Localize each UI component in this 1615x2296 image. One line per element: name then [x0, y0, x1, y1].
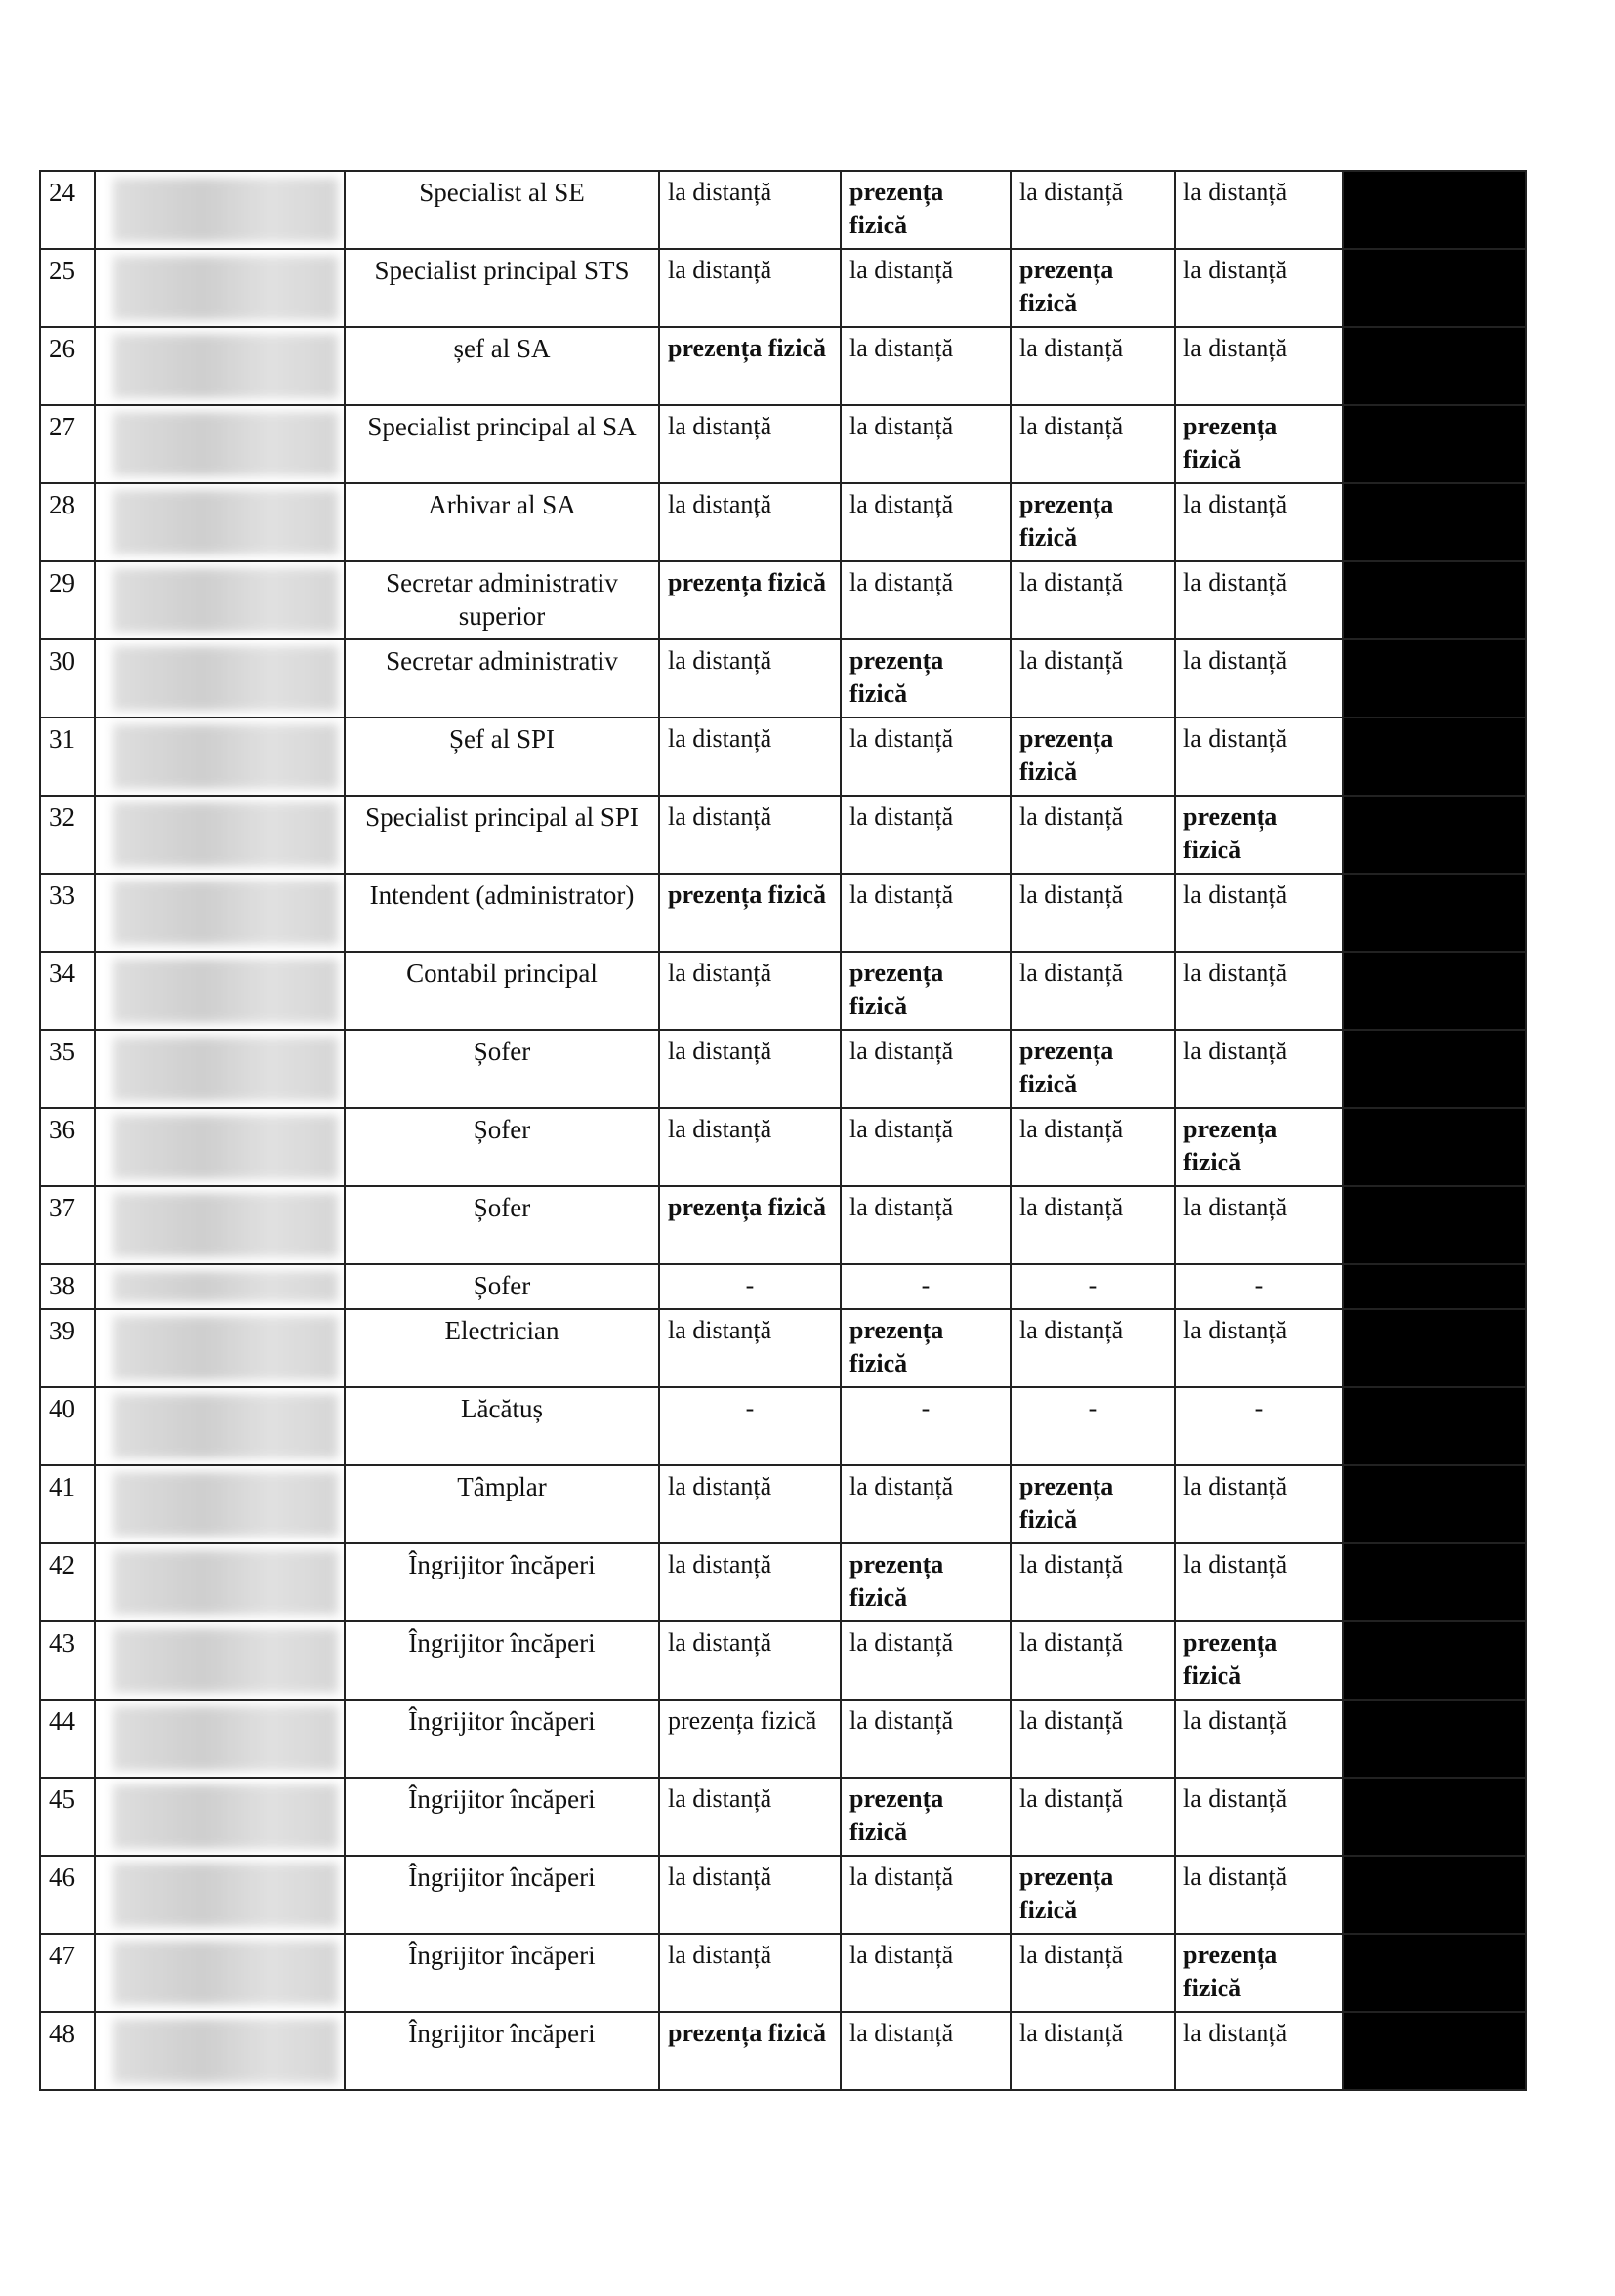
- day4-status: la distanță: [1175, 171, 1343, 249]
- row-number: 35: [40, 1030, 95, 1108]
- redacted-column: [1343, 1621, 1526, 1700]
- redacted-column: [1343, 1778, 1526, 1856]
- day3-status: prezența fizică: [1011, 483, 1175, 561]
- employee-name-blurred: [95, 405, 345, 483]
- day4-status: la distanță: [1175, 952, 1343, 1030]
- table-row: [40, 1309, 1526, 1387]
- row-number: 43: [40, 1621, 95, 1700]
- employee-name-blurred: [95, 1778, 345, 1856]
- function-title: Secretar administrativ superior: [345, 561, 659, 639]
- table-row: [40, 718, 1526, 796]
- day3-status: la distanță: [1011, 327, 1175, 405]
- day1-status: la distanță: [659, 1778, 841, 1856]
- row-number: 41: [40, 1465, 95, 1543]
- table-row: [40, 1186, 1526, 1264]
- day4-status: prezența fizică: [1175, 405, 1343, 483]
- day2-status: la distanță: [841, 561, 1011, 639]
- day3-status: la distanță: [1011, 1186, 1175, 1264]
- function-title: Intendent (administrator): [345, 874, 659, 952]
- day2-status: la distanță: [841, 2012, 1011, 2090]
- row-number: 39: [40, 1309, 95, 1387]
- day1-status: la distanță: [659, 1030, 841, 1108]
- redacted-column: [1343, 1465, 1526, 1543]
- function-title: Șofer: [345, 1108, 659, 1186]
- schedule-table: [39, 170, 1527, 2091]
- day3-status: -: [1011, 1264, 1175, 1309]
- function-title: Îngrijitor încăperi: [345, 1934, 659, 2012]
- day2-status: la distanță: [841, 1030, 1011, 1108]
- day3-status: la distanță: [1011, 639, 1175, 718]
- redacted-column: [1343, 1186, 1526, 1264]
- day2-status: prezența fizică: [841, 1778, 1011, 1856]
- day2-status: la distanță: [841, 874, 1011, 952]
- function-title: Specialist al SE: [345, 171, 659, 249]
- day1-status: la distanță: [659, 1934, 841, 2012]
- table-row: [40, 1387, 1526, 1465]
- redacted-column: [1343, 561, 1526, 639]
- row-number: 32: [40, 796, 95, 874]
- day1-status: prezența fizică: [659, 561, 841, 639]
- day1-status: -: [659, 1264, 841, 1309]
- day2-status: -: [841, 1387, 1011, 1465]
- row-number: 36: [40, 1108, 95, 1186]
- employee-name-blurred: [95, 796, 345, 874]
- table-row: [40, 561, 1526, 639]
- day3-status: la distanță: [1011, 874, 1175, 952]
- employee-name-blurred: [95, 1856, 345, 1934]
- row-number: 46: [40, 1856, 95, 1934]
- table-row: [40, 1778, 1526, 1856]
- day4-status: la distanță: [1175, 327, 1343, 405]
- redacted-column: [1343, 1856, 1526, 1934]
- day3-status: prezența fizică: [1011, 1856, 1175, 1934]
- day4-status: prezența fizică: [1175, 1934, 1343, 2012]
- row-number: 42: [40, 1543, 95, 1621]
- day4-status: la distanță: [1175, 1543, 1343, 1621]
- employee-name-blurred: [95, 171, 345, 249]
- function-title: Șofer: [345, 1030, 659, 1108]
- day4-status: prezența fizică: [1175, 1621, 1343, 1700]
- day3-status: la distanță: [1011, 1543, 1175, 1621]
- day1-status: la distanță: [659, 1621, 841, 1700]
- day3-status: prezența fizică: [1011, 1030, 1175, 1108]
- day2-status: la distanță: [841, 796, 1011, 874]
- day2-status: la distanță: [841, 1465, 1011, 1543]
- row-number: 38: [40, 1264, 95, 1309]
- function-title: Șofer: [345, 1264, 659, 1309]
- function-title: Specialist principal al SA: [345, 405, 659, 483]
- day4-status: prezența fizică: [1175, 796, 1343, 874]
- day2-status: la distanță: [841, 718, 1011, 796]
- table-row: [40, 639, 1526, 718]
- day3-status: prezența fizică: [1011, 1465, 1175, 1543]
- function-title: Secretar administrativ: [345, 639, 659, 718]
- day4-status: la distanță: [1175, 1465, 1343, 1543]
- employee-name-blurred: [95, 1030, 345, 1108]
- row-number: 27: [40, 405, 95, 483]
- day3-status: la distanță: [1011, 952, 1175, 1030]
- day4-status: la distanță: [1175, 1186, 1343, 1264]
- table-row: [40, 2012, 1526, 2090]
- employee-name-blurred: [95, 2012, 345, 2090]
- table-body: [40, 171, 1526, 2090]
- table-row: [40, 171, 1526, 249]
- row-number: 30: [40, 639, 95, 718]
- redacted-column: [1343, 483, 1526, 561]
- day1-status: prezența fizică: [659, 1700, 841, 1778]
- day1-status: la distanță: [659, 1856, 841, 1934]
- day3-status: la distanță: [1011, 1700, 1175, 1778]
- table-row: [40, 1543, 1526, 1621]
- row-number: 45: [40, 1778, 95, 1856]
- function-title: Șofer: [345, 1186, 659, 1264]
- table-row: [40, 952, 1526, 1030]
- day1-status: la distanță: [659, 1309, 841, 1387]
- employee-name-blurred: [95, 1387, 345, 1465]
- day2-status: la distanță: [841, 1700, 1011, 1778]
- day4-status: la distanță: [1175, 718, 1343, 796]
- day4-status: la distanță: [1175, 249, 1343, 327]
- function-title: Îngrijitor încăperi: [345, 1856, 659, 1934]
- day4-status: -: [1175, 1264, 1343, 1309]
- redacted-column: [1343, 1934, 1526, 2012]
- employee-name-blurred: [95, 1465, 345, 1543]
- function-title: Îngrijitor încăperi: [345, 1778, 659, 1856]
- employee-name-blurred: [95, 718, 345, 796]
- table-row: [40, 796, 1526, 874]
- employee-name-blurred: [95, 483, 345, 561]
- day2-status: prezența fizică: [841, 1543, 1011, 1621]
- table-row: [40, 1465, 1526, 1543]
- day1-status: la distanță: [659, 405, 841, 483]
- function-title: Arhivar al SA: [345, 483, 659, 561]
- redacted-column: [1343, 718, 1526, 796]
- day1-status: la distanță: [659, 1543, 841, 1621]
- day2-status: la distanță: [841, 1186, 1011, 1264]
- employee-name-blurred: [95, 1186, 345, 1264]
- redacted-column: [1343, 874, 1526, 952]
- function-title: Lăcătuș: [345, 1387, 659, 1465]
- row-number: 28: [40, 483, 95, 561]
- table-row: [40, 327, 1526, 405]
- day3-status: la distanță: [1011, 405, 1175, 483]
- day3-status: la distanță: [1011, 561, 1175, 639]
- function-title: Îngrijitor încăperi: [345, 1700, 659, 1778]
- employee-name-blurred: [95, 1264, 345, 1309]
- employee-name-blurred: [95, 1543, 345, 1621]
- table-row: [40, 874, 1526, 952]
- row-number: 40: [40, 1387, 95, 1465]
- day3-status: la distanță: [1011, 171, 1175, 249]
- redacted-column: [1343, 952, 1526, 1030]
- day4-status: la distanță: [1175, 483, 1343, 561]
- day4-status: la distanță: [1175, 639, 1343, 718]
- day2-status: prezența fizică: [841, 952, 1011, 1030]
- day2-status: prezența fizică: [841, 171, 1011, 249]
- day3-status: la distanță: [1011, 1108, 1175, 1186]
- row-number: 29: [40, 561, 95, 639]
- row-number: 44: [40, 1700, 95, 1778]
- day1-status: la distanță: [659, 718, 841, 796]
- row-number: 25: [40, 249, 95, 327]
- day1-status: la distanță: [659, 639, 841, 718]
- redacted-column: [1343, 249, 1526, 327]
- row-number: 31: [40, 718, 95, 796]
- day2-status: la distanță: [841, 249, 1011, 327]
- redacted-column: [1343, 2012, 1526, 2090]
- day2-status: la distanță: [841, 1621, 1011, 1700]
- row-number: 47: [40, 1934, 95, 2012]
- day4-status: prezența fizică: [1175, 1108, 1343, 1186]
- function-title: Specialist principal STS: [345, 249, 659, 327]
- table-row: [40, 1108, 1526, 1186]
- day3-status: la distanță: [1011, 1621, 1175, 1700]
- table-row: [40, 1621, 1526, 1700]
- day2-status: la distanță: [841, 405, 1011, 483]
- day2-status: la distanță: [841, 1934, 1011, 2012]
- day3-status: -: [1011, 1387, 1175, 1465]
- function-title: șef al SA: [345, 327, 659, 405]
- table-row: [40, 1856, 1526, 1934]
- employee-name-blurred: [95, 561, 345, 639]
- redacted-column: [1343, 1309, 1526, 1387]
- function-title: Îngrijitor încăperi: [345, 1621, 659, 1700]
- day2-status: la distanță: [841, 327, 1011, 405]
- day4-status: la distanță: [1175, 1700, 1343, 1778]
- employee-name-blurred: [95, 1108, 345, 1186]
- redacted-column: [1343, 1030, 1526, 1108]
- day1-status: prezența fizică: [659, 874, 841, 952]
- table-row: [40, 1700, 1526, 1778]
- table-row: [40, 1030, 1526, 1108]
- redacted-column: [1343, 171, 1526, 249]
- day3-status: la distanță: [1011, 796, 1175, 874]
- day1-status: la distanță: [659, 171, 841, 249]
- redacted-column: [1343, 1387, 1526, 1465]
- day3-status: la distanță: [1011, 2012, 1175, 2090]
- employee-name-blurred: [95, 327, 345, 405]
- day1-status: la distanță: [659, 952, 841, 1030]
- function-title: Îngrijitor încăperi: [345, 1543, 659, 1621]
- row-number: 24: [40, 171, 95, 249]
- day4-status: la distanță: [1175, 561, 1343, 639]
- day1-status: prezența fizică: [659, 2012, 841, 2090]
- employee-name-blurred: [95, 874, 345, 952]
- function-title: Contabil principal: [345, 952, 659, 1030]
- employee-name-blurred: [95, 1934, 345, 2012]
- employee-name-blurred: [95, 639, 345, 718]
- redacted-column: [1343, 1543, 1526, 1621]
- row-number: 26: [40, 327, 95, 405]
- day4-status: la distanță: [1175, 1778, 1343, 1856]
- day2-status: la distanță: [841, 483, 1011, 561]
- function-title: Electrician: [345, 1309, 659, 1387]
- function-title: Îngrijitor încăperi: [345, 2012, 659, 2090]
- row-number: 33: [40, 874, 95, 952]
- employee-name-blurred: [95, 249, 345, 327]
- day4-status: la distanță: [1175, 1856, 1343, 1934]
- row-number: 48: [40, 2012, 95, 2090]
- day3-status: prezența fizică: [1011, 249, 1175, 327]
- day1-status: la distanță: [659, 1108, 841, 1186]
- redacted-column: [1343, 405, 1526, 483]
- function-title: Șef al SPI: [345, 718, 659, 796]
- day2-status: la distanță: [841, 1108, 1011, 1186]
- function-title: Tâmplar: [345, 1465, 659, 1543]
- table-row: [40, 249, 1526, 327]
- day2-status: -: [841, 1264, 1011, 1309]
- day3-status: la distanță: [1011, 1934, 1175, 2012]
- day4-status: -: [1175, 1387, 1343, 1465]
- day4-status: la distanță: [1175, 1309, 1343, 1387]
- day1-status: la distanță: [659, 249, 841, 327]
- employee-name-blurred: [95, 1700, 345, 1778]
- day4-status: la distanță: [1175, 874, 1343, 952]
- employee-name-blurred: [95, 952, 345, 1030]
- day4-status: la distanță: [1175, 2012, 1343, 2090]
- day4-status: la distanță: [1175, 1030, 1343, 1108]
- redacted-column: [1343, 1264, 1526, 1309]
- day1-status: la distanță: [659, 483, 841, 561]
- day1-status: la distanță: [659, 1465, 841, 1543]
- day2-status: la distanță: [841, 1856, 1011, 1934]
- row-number: 37: [40, 1186, 95, 1264]
- employee-name-blurred: [95, 1309, 345, 1387]
- day1-status: prezența fizică: [659, 327, 841, 405]
- day3-status: prezența fizică: [1011, 718, 1175, 796]
- row-number: 34: [40, 952, 95, 1030]
- day1-status: prezența fizică: [659, 1186, 841, 1264]
- function-title: Specialist principal al SPI: [345, 796, 659, 874]
- table-row: [40, 483, 1526, 561]
- day3-status: la distanță: [1011, 1309, 1175, 1387]
- redacted-column: [1343, 327, 1526, 405]
- day1-status: -: [659, 1387, 841, 1465]
- table-row: [40, 1264, 1526, 1309]
- day2-status: prezența fizică: [841, 1309, 1011, 1387]
- redacted-column: [1343, 796, 1526, 874]
- redacted-column: [1343, 1700, 1526, 1778]
- day3-status: la distanță: [1011, 1778, 1175, 1856]
- redacted-column: [1343, 1108, 1526, 1186]
- day1-status: la distanță: [659, 796, 841, 874]
- table-row: [40, 1934, 1526, 2012]
- redacted-column: [1343, 639, 1526, 718]
- day2-status: prezența fizică: [841, 639, 1011, 718]
- table-row: [40, 405, 1526, 483]
- employee-name-blurred: [95, 1621, 345, 1700]
